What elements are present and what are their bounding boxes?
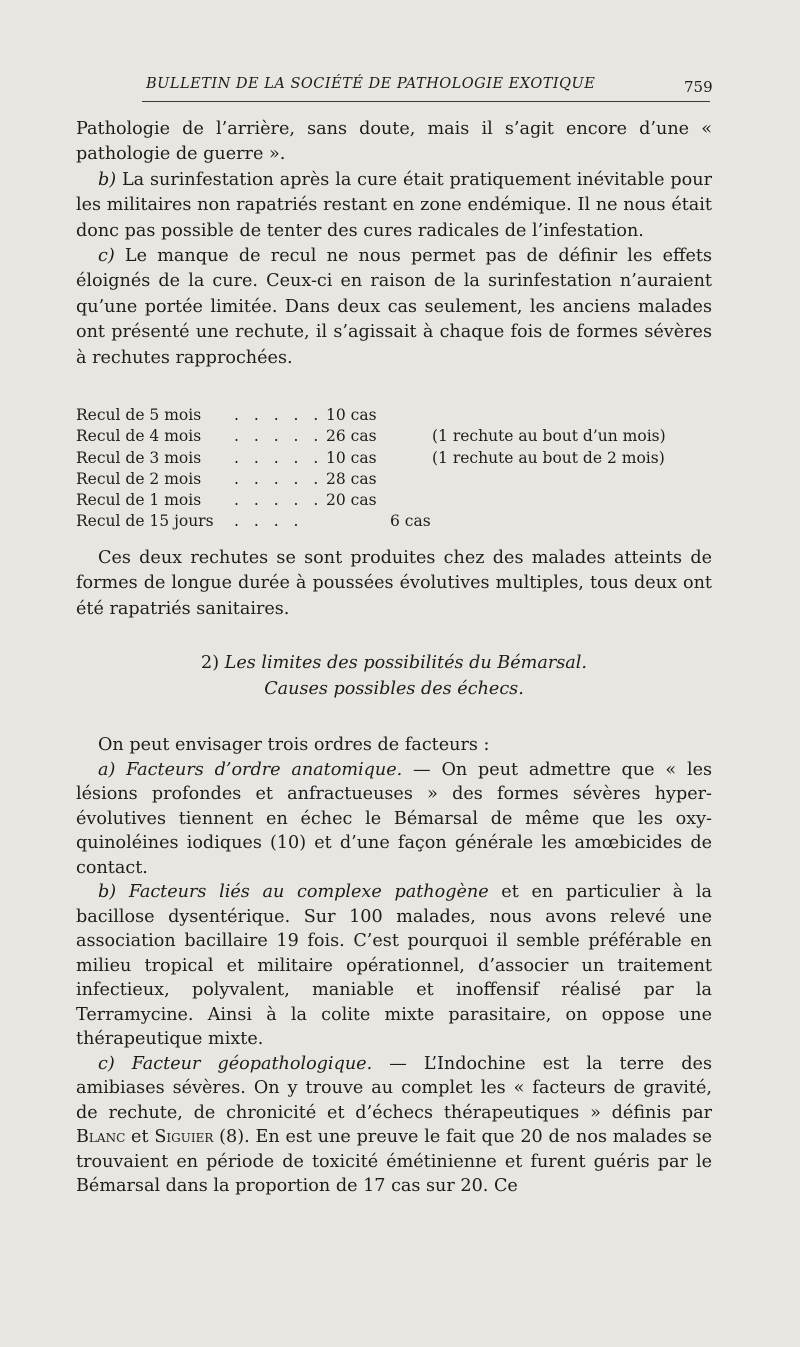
section-heading-line1 [76,650,712,676]
recul-table [76,405,712,533]
paragraph-b [76,168,712,244]
row-dots: . . . . [234,512,304,531]
label-b: b) [98,169,117,190]
row-count: 10 cas [326,448,377,467]
row-count: 10 cas [326,406,377,424]
author-siguier: Siguier [154,1127,214,1147]
row-note: (1 rechute au bout de 2 mois) [432,448,665,467]
row-dots: . . . . . [234,406,324,424]
paragraph-facteurs-intro: On peut envisager trois ordres de facteurs : [98,735,490,755]
label-facteur-b: b) Facteurs liés au complexe pathogène [98,882,489,902]
author-blanc: Blanc [76,1127,126,1147]
row-count: 6 cas [390,512,431,531]
text-facteur-c-1: — L’Indochine est la terre des amibiases sévères. On y trouve au complet les « facteurs de gravité, de rechute, de chronicité et d’échecs thérapeutiques » définis par [76,1053,712,1123]
row-count: 20 cas [326,491,377,510]
row-count: 26 cas [326,427,377,446]
row-label: Recul de 1 mois [76,491,202,510]
row-dots: . . . . . [234,448,324,467]
section-heading [76,650,712,702]
section-number: 2) [201,653,220,673]
header-rule [142,101,710,102]
label-facteur-c: c) Facteur géopathologique. [98,1053,373,1074]
section-title-1: Les limites des possibilités du Bémarsal. [224,653,587,673]
text-facteur-b: et en particulier à la bacillose dysentérique. Sur 100 malades, nous avons relevé une association bacillaire 19 fois. C’est pourquoi il semble préférable en milieu tropical et militaire opérationnel, d’associer un traitement infectieux, polyvalent, maniable et inoffensif réalisé par la Terramycine. Ainsi à la colite mixte parasitaire, on oppose une thérapeutique mixte. [76,882,712,1049]
text-facteur-a: — On peut admettre que « les lésions profondes et anfractueuses » des formes sévères hyper-évolutives tiennent en échec le Bémarsal de même que les oxy-quinoléines iodiques (10) et d’une façon générale les amœbicides de contact. [76,759,713,878]
label-facteur-a: a) Facteurs d’ordre anatomique. [98,759,403,780]
row-label: Recul de 4 mois [76,427,202,446]
table-row [76,490,712,511]
page-number: 759 [684,78,713,96]
row-label: Recul de 15 jours [76,512,214,531]
paragraph-facteur-a [76,758,712,881]
text-b: La surinfestation après la cure était pratiquement inévitable pour les militaires non rapatriés restant en zone endémique. Il ne nous était donc pas possible de tenter des cures radicales de l’infestation. [76,169,712,241]
paragraph-rechutes: Ces deux rechutes se sont produites chez des malades atteints de formes de longue durée à poussées évolutives multiples, tous deux ont été rapatriés sanitaires. [76,548,712,619]
table-row [76,511,712,532]
rechutes-section [76,546,712,622]
table-row [76,469,712,490]
section-title-2: Causes possibles des échecs. [264,679,524,699]
row-count: 28 cas [326,469,377,488]
row-label: Recul de 3 mois [76,448,202,467]
running-header: BULLETIN DE LA SOCIÉTÉ DE PATHOLOGIE EXOTIQUE [146,76,596,92]
table-row [76,448,712,469]
table-row [76,426,712,447]
label-c: c) [98,246,115,267]
row-label: Recul de 5 mois [76,406,202,424]
text-and: et [125,1127,155,1147]
paragraph-facteur-b [76,880,712,1052]
row-dots: . . . . . [234,491,324,510]
table-row [76,405,712,426]
paragraph-pathologie: Pathologie de l’arrière, sans doute, mais il s’agit encore d’une « pathologie de guerre ». [76,119,712,165]
paragraph-c [76,244,712,371]
row-dots: . . . . . [234,469,324,488]
row-label: Recul de 2 mois [76,469,202,488]
row-note: (1 rechute au bout d’un mois) [432,427,666,446]
intro-section [76,117,712,371]
text-c: Le manque de recul ne nous permet pas de définir les effets éloignés de la cure. Ceux-ci en raison de la surinfestation n’auraient qu’une portée limitée. Dans deux cas seulement, les anciens malades ont présenté une rechute, il s’agissait à chaque fois de formes sévères à rechutes rapprochées. [76,246,712,368]
text-facteur-c-2: (8). En est une preuve le fait que 20 de nos malades se trouvaient en période de toxicité émétinienne et furent guéris par le Bémarsal dans la proportion de 17 cas sur 20. Ce [76,1127,713,1196]
paragraph-facteur-c [76,1052,712,1199]
row-dots: . . . . . [234,427,324,446]
facteurs-section [76,733,712,1199]
